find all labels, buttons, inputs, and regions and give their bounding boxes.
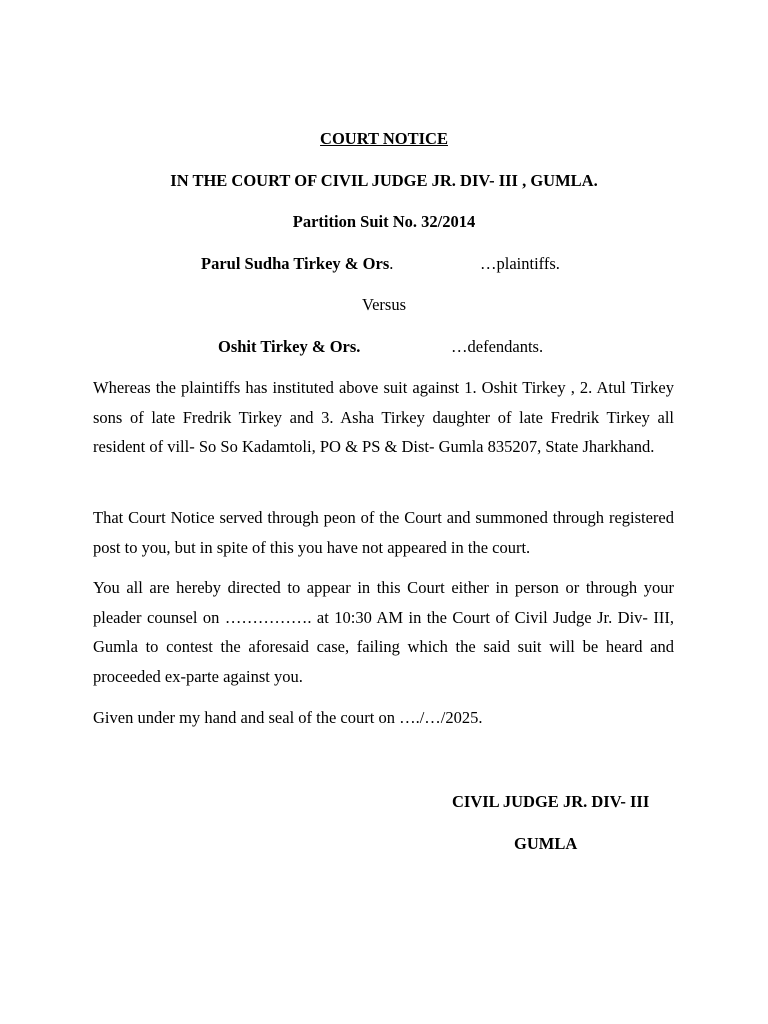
versus-label: Versus: [362, 295, 406, 314]
defendant-name: Oshit Tirkey & Ors.: [218, 337, 361, 356]
body-paragraph-4: Given under my hand and seal of the court on …./…/2025.: [93, 708, 483, 727]
body-paragraph-1: Whereas the plaintiffs has instituted above suit against 1. Oshit Tirkey , 2. Atul Tirkey sons of late Fredrik Tirkey and 3. Asha Tirkey daughter of late Fredrik Tirkey all resident of vill- So So Kadamtoli, PO & PS & Dist- Gumla 835207, State Jharkhand.: [93, 378, 674, 457]
suit-number: Partition Suit No. 32/2014: [292, 212, 476, 231]
defendant-role: …defendants.: [451, 337, 544, 356]
court-name: IN THE COURT OF CIVIL JUDGE JR. DIV- III , GUMLA.: [170, 171, 598, 190]
plaintiff-name: [201, 254, 393, 274]
signature-place: GUMLA: [514, 834, 578, 853]
body-paragraph-3: You all are hereby directed to appear in this Court either in person or through your pleader counsel on ……………. at 10:30 AM in the Court of Civil Judge Jr. Div- III, Gumla to contest the aforesaid case, failing which the said suit will be heard and proceeded ex-parte against you.: [93, 578, 674, 686]
plaintiff-name-text: Parul Sudha Tirkey & Ors: [201, 254, 390, 273]
signature-title: CIVIL JUDGE JR. DIV- III: [452, 792, 650, 811]
body-paragraph-2: That Court Notice served through peon of the Court and summoned through registered post to you, but in spite of this you have not appeared in the court.: [93, 508, 674, 557]
plaintiff-name-dot: .: [389, 254, 394, 273]
plaintiff-role: …plaintiffs.: [480, 254, 560, 273]
notice-heading: COURT NOTICE: [320, 129, 448, 148]
